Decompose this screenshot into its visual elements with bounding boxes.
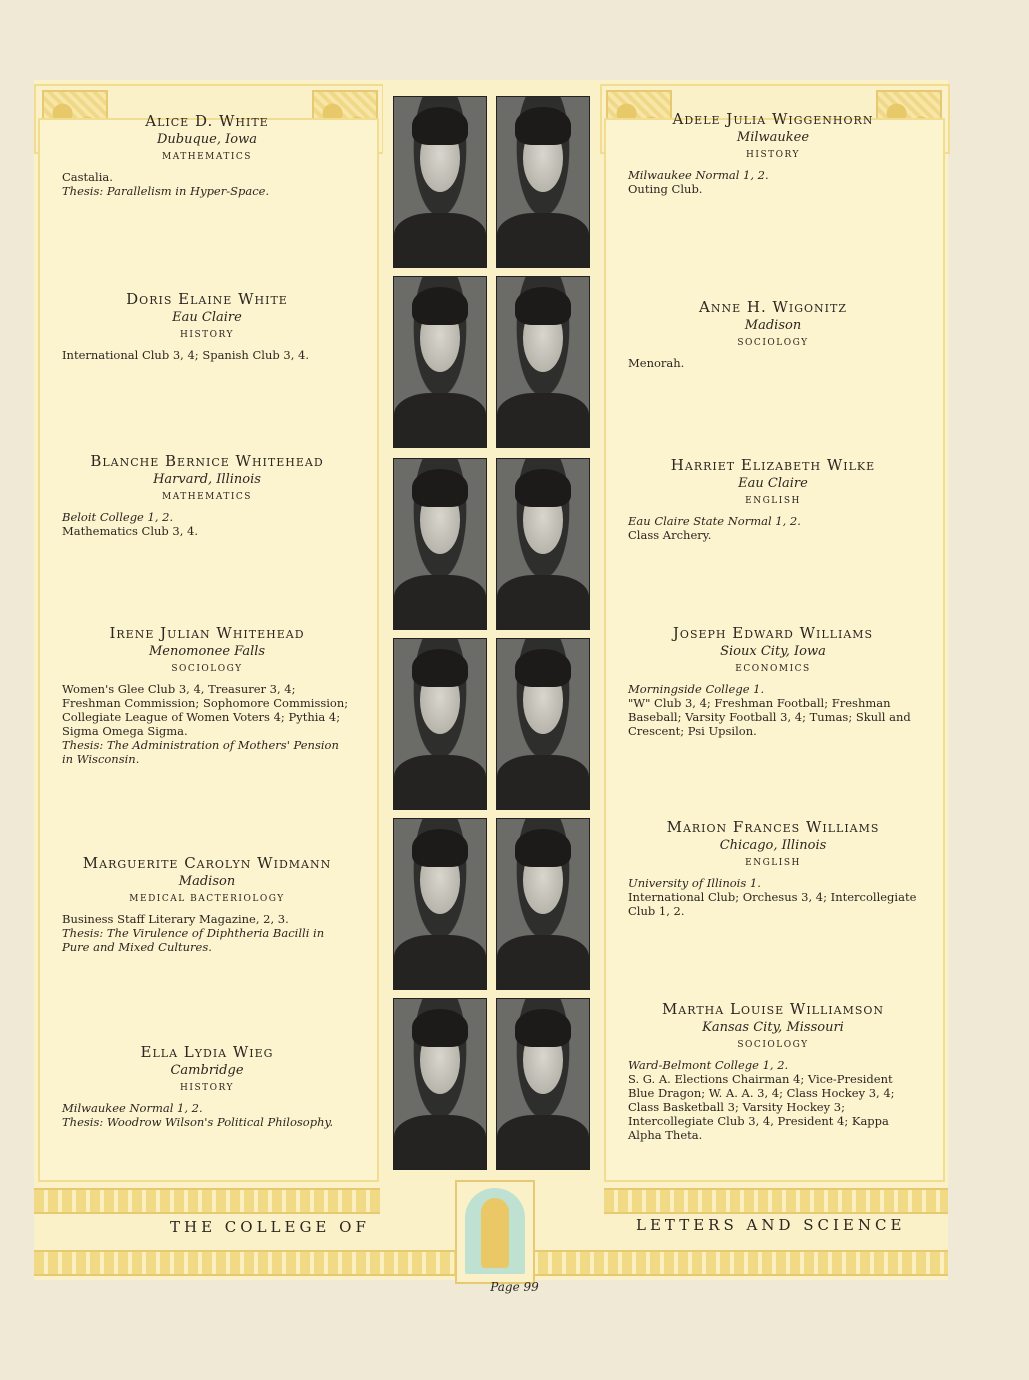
student-name: Alice D. White [145, 112, 269, 130]
activity-line: Castalia. [62, 170, 113, 184]
activity-line: International Club 3, 4; Spanish Club 3, 4. [62, 348, 309, 362]
student-name: Marguerite Carolyn Widmann [82, 854, 332, 872]
portrait-photo [393, 998, 487, 1170]
student-name: Joseph Edward Williams [672, 624, 874, 642]
hometown: Dubuque, Iowa [157, 132, 257, 147]
portrait-photo [496, 458, 590, 630]
department: MEDICAL BACTERIOLOGY [129, 894, 285, 904]
activity-line: Thesis: The Administration of Mothers' Pension in Wisconsin. [62, 738, 339, 766]
activities [62, 1101, 352, 1129]
activity-line: Eau Claire State Normal 1, 2. [628, 514, 801, 528]
footer-ornament-band [604, 1188, 948, 1214]
department: HISTORY [180, 330, 234, 340]
hometown: Madison [744, 318, 802, 333]
student-name: Doris Elaine White [126, 290, 288, 308]
student-entry [62, 854, 352, 954]
hometown: Chicago, Illinois [719, 838, 827, 853]
hometown: Harvard, Illinois [153, 472, 261, 487]
hometown: Menomonee Falls [148, 644, 266, 659]
activity-line: "W" Club 3, 4; Freshman Football; Freshman Baseball; Varsity Football 3, 4; Tumas; Skull and Crescent; Psi Upsilon. [628, 696, 911, 738]
activity-line: Milwaukee Normal 1, 2. [62, 1101, 203, 1115]
activities [628, 876, 918, 918]
student-name: Ella Lydia Wieg [140, 1043, 274, 1061]
activities [62, 170, 352, 198]
activities [62, 510, 352, 538]
activity-line: Thesis: Woodrow Wilson's Political Philosophy. [62, 1115, 334, 1129]
hometown: Milwaukee [736, 130, 810, 145]
student-entry [62, 112, 352, 198]
student-name: Adele Julia Wiggenhorn [672, 110, 874, 128]
activity-line: Business Staff Literary Magazine, 2, 3. [62, 912, 289, 926]
student-entry [628, 624, 918, 738]
student-entry [628, 298, 918, 370]
hometown: Madison [178, 874, 236, 889]
student-name: Anne H. Wigonitz [698, 298, 847, 316]
student-entry [628, 818, 918, 918]
department: MATHEMATICS [162, 492, 252, 502]
activity-line: Morningside College 1. [628, 682, 765, 696]
activities [62, 912, 352, 954]
student-name: Blanche Bernice Whitehead [90, 452, 324, 470]
activity-line: Women's Glee Club 3, 4, Treasurer 3, 4; Freshman Commission; Sophomore Commission; Collegiate League of Women Voters 4; Pythia 4; Sigma Omega Sigma. [62, 682, 349, 738]
portrait-photo [496, 276, 590, 448]
department: SOCIOLOGY [737, 338, 809, 348]
portrait-photo [496, 96, 590, 268]
college-emblem [455, 1180, 535, 1284]
department: SOCIOLOGY [737, 1040, 809, 1050]
activity-line: Menorah. [628, 356, 685, 370]
department: HISTORY [180, 1083, 234, 1093]
student-name: Martha Louise Williamson [661, 1000, 885, 1018]
department: SOCIOLOGY [171, 664, 243, 674]
activity-line: Beloit College 1, 2. [62, 510, 174, 524]
student-entry [62, 1043, 352, 1129]
activity-line: Milwaukee Normal 1, 2. [628, 168, 769, 182]
student-entry [628, 1000, 918, 1142]
student-name: Irene Julian Whitehead [109, 624, 305, 642]
portrait-photo [393, 276, 487, 448]
student-name: Harriet Elizabeth Wilke [670, 456, 876, 474]
student-entry [628, 456, 918, 542]
activities [628, 514, 918, 542]
hometown: Kansas City, Missouri [702, 1020, 844, 1035]
activity-line: International Club; Orchesus 3, 4; Intercollegiate Club 1, 2. [628, 890, 917, 918]
department: ENGLISH [745, 496, 801, 506]
activity-line: S. G. A. Elections Chairman 4; Vice-President Blue Dragon; W. A. A. 3, 4; Class Hockey 3, 4; Class Basketball 3; Varsity Hockey 3; Intercollegiate Club 3, 4, President 4; Kappa Alpha Theta. [628, 1072, 895, 1142]
portrait-photo [393, 458, 487, 630]
activity-line: Outing Club. [628, 182, 703, 196]
activities [628, 356, 918, 370]
hometown: Cambridge [170, 1063, 244, 1078]
footer-ornament-band [34, 1188, 380, 1214]
activity-line: Mathematics Club 3, 4. [62, 524, 199, 538]
student-entry [62, 290, 352, 362]
page-number: Page 99 [490, 1280, 539, 1294]
portrait-photo [496, 998, 590, 1170]
activities [62, 682, 352, 766]
student-entry [628, 110, 918, 196]
portrait-photo [393, 818, 487, 990]
activities [628, 168, 918, 196]
activity-line: University of Illinois 1. [628, 876, 761, 890]
department: HISTORY [746, 150, 800, 160]
department: MATHEMATICS [162, 152, 252, 162]
portrait-photo [496, 638, 590, 810]
activities [628, 1058, 918, 1142]
activities [628, 682, 918, 738]
activity-line: Thesis: The Virulence of Diphtheria Bacilli in Pure and Mixed Cultures. [62, 926, 325, 954]
student-name: Marion Frances Williams [666, 818, 880, 836]
activity-line: Thesis: Parallelism in Hyper-Space. [62, 184, 270, 198]
activity-line: Class Archery. [628, 528, 712, 542]
footer-right-text: LETTERS AND SCIENCE [636, 1216, 906, 1234]
activity-line: Ward-Belmont College 1, 2. [628, 1058, 789, 1072]
hometown: Sioux City, Iowa [720, 644, 826, 659]
student-entry [62, 452, 352, 538]
department: ENGLISH [745, 858, 801, 868]
portrait-photo [393, 638, 487, 810]
hometown: Eau Claire [738, 476, 808, 491]
department: ECONOMICS [735, 664, 811, 674]
statue-icon [481, 1198, 509, 1268]
portrait-photo [393, 96, 487, 268]
student-entry [62, 624, 352, 766]
activities [62, 348, 352, 362]
footer-left-text: THE COLLEGE OF [170, 1218, 370, 1236]
portrait-photo [496, 818, 590, 990]
hometown: Eau Claire [172, 310, 242, 325]
